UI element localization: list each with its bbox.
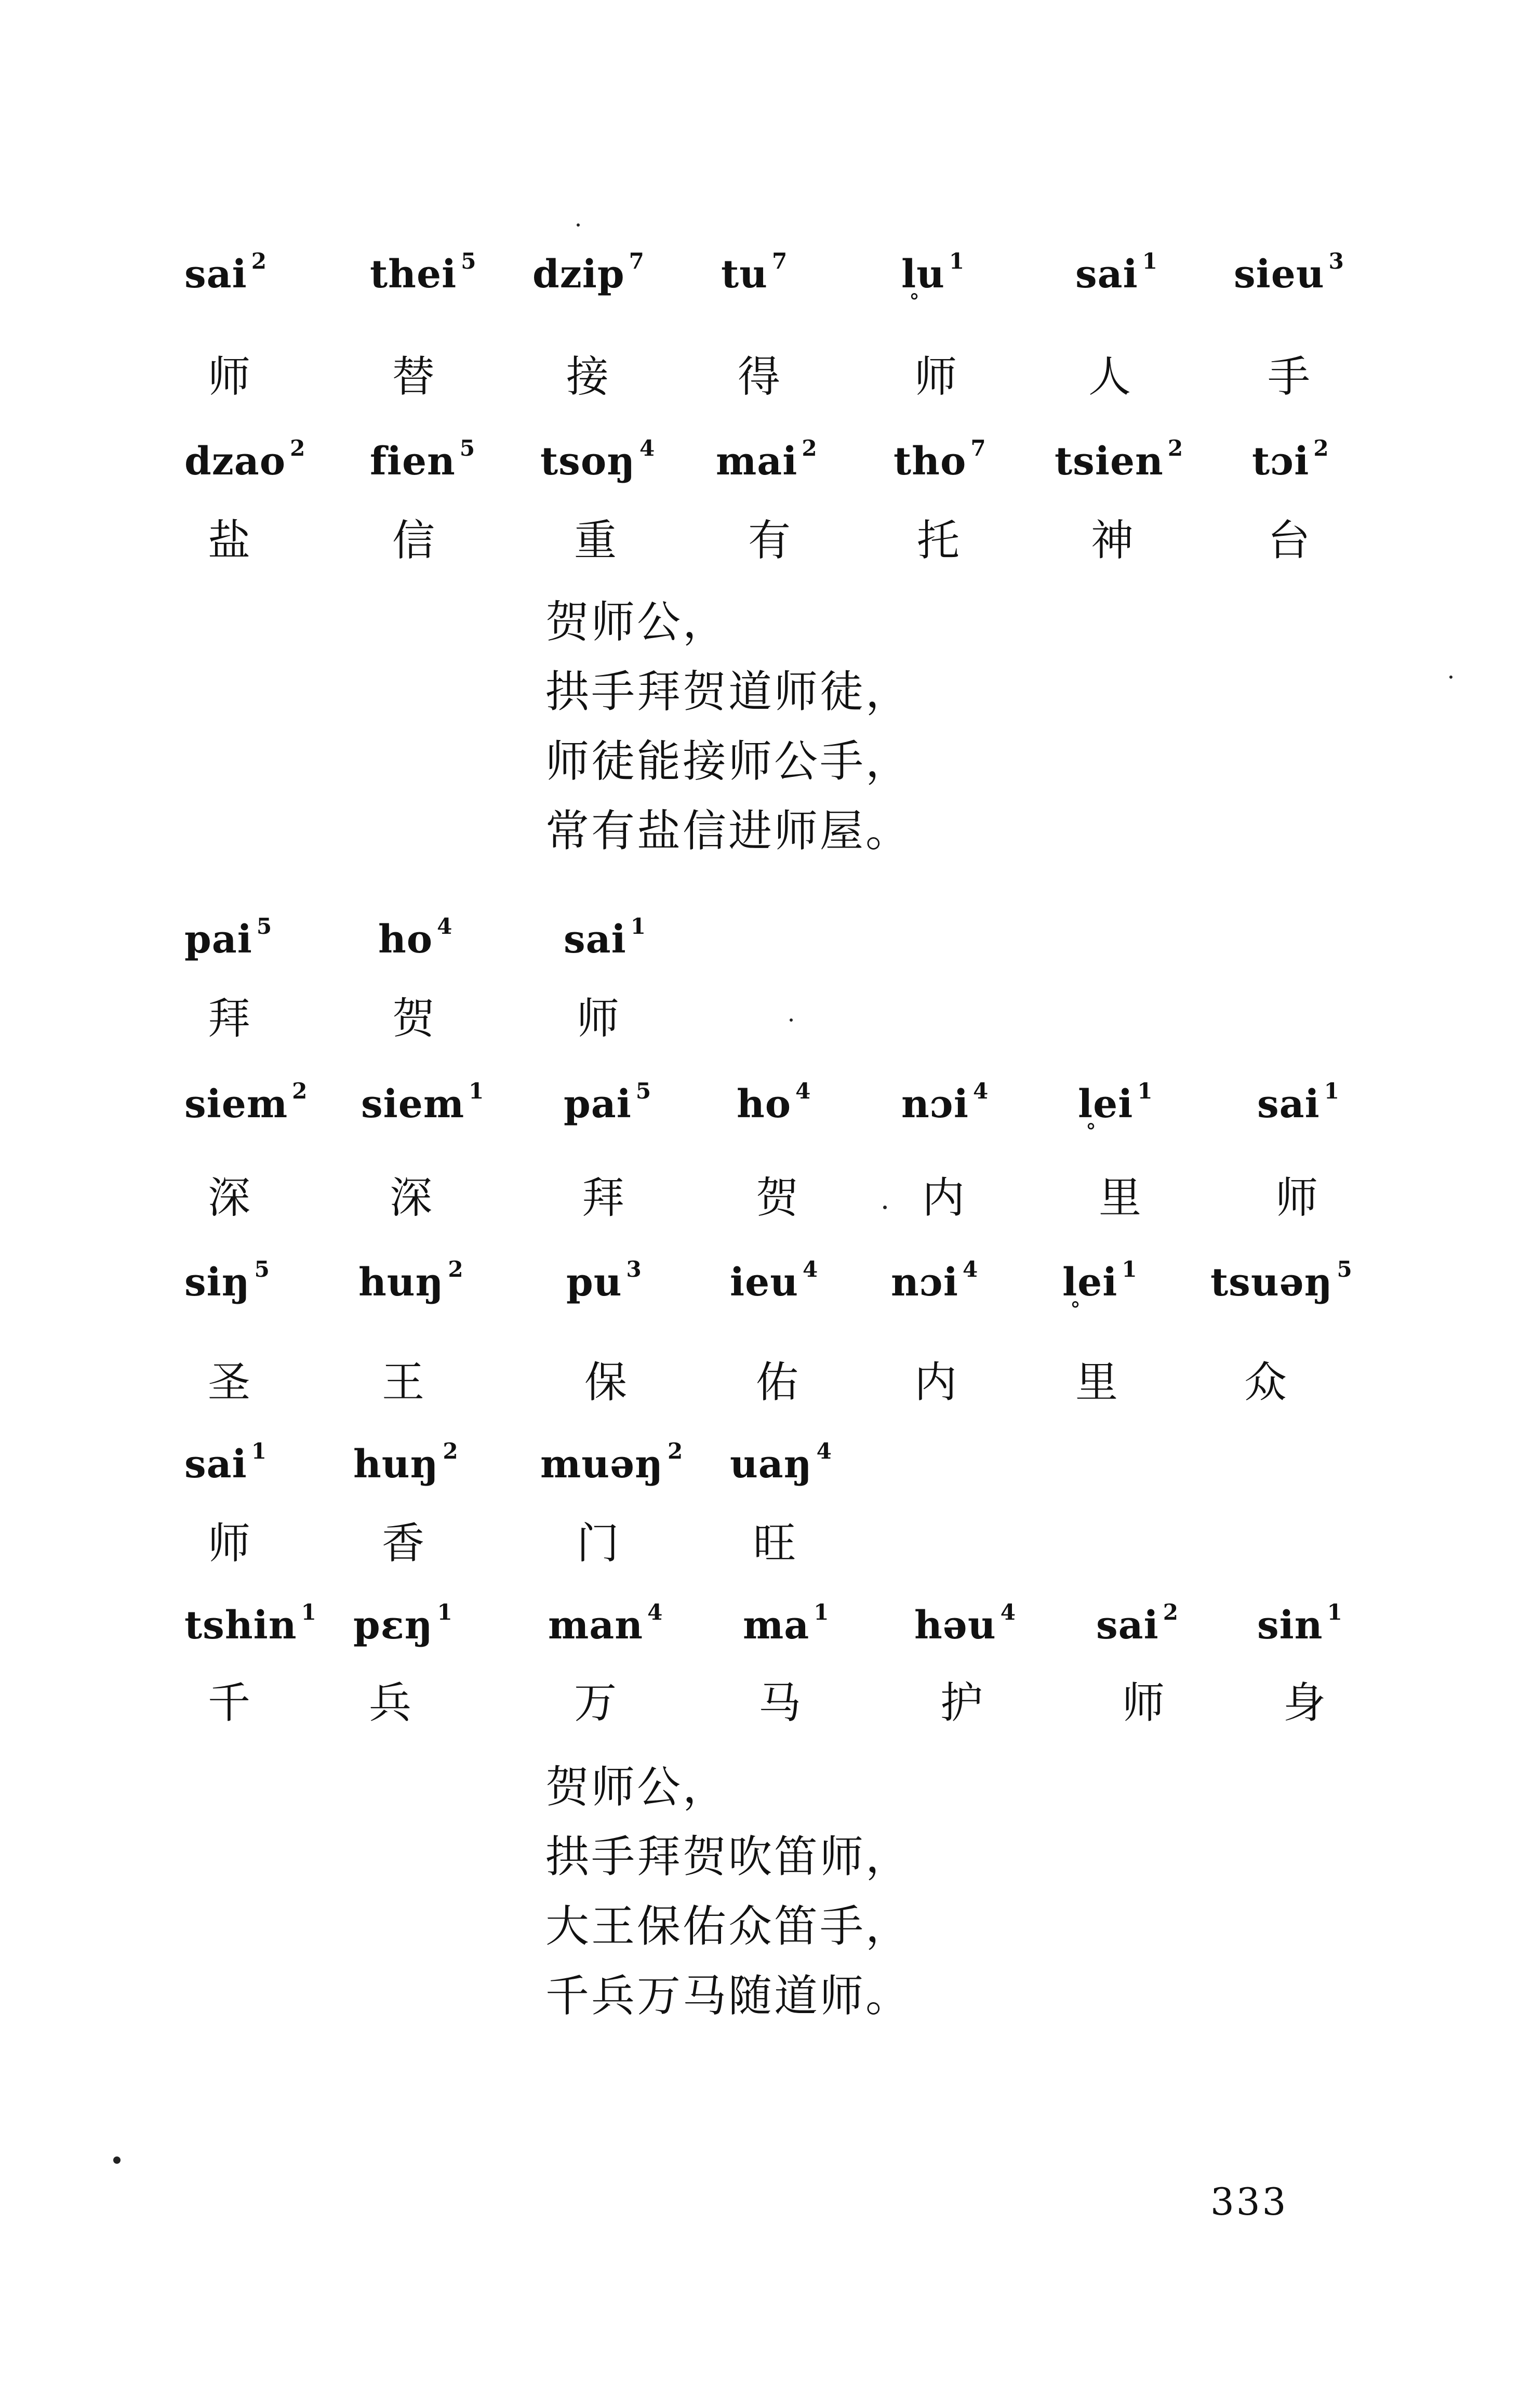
transliteration-row (0, 435, 1533, 493)
syllable: tho $^7$ (894, 435, 987, 484)
syllable: tu $^7$ (721, 248, 788, 297)
character: 里 (1075, 1358, 1118, 1407)
syllable: thei $^5$ (370, 248, 477, 297)
syllable: fien $^5$ (370, 435, 476, 484)
character-row (0, 1510, 1533, 1567)
character: 众 (1244, 1358, 1287, 1407)
character: 深 (390, 1173, 433, 1223)
character: 兵 (369, 1678, 412, 1728)
syllable: sieu $^3$ (1234, 248, 1344, 297)
syllable: tsuəŋ $^5$ (1210, 1256, 1353, 1305)
syllable: dzao $^2$ (184, 435, 306, 484)
character: 贺 (392, 994, 435, 1043)
scan-speck (113, 2156, 121, 2164)
character: 信 (392, 516, 435, 565)
verse-block (545, 587, 911, 866)
character: 师 (1122, 1678, 1165, 1728)
syllable: sai $^1$ (184, 1438, 267, 1487)
syllable: pɛŋ $^1$ (353, 1599, 453, 1648)
verse-line: 师徒能接师公手， (545, 736, 912, 787)
syllable: man $^4$ (548, 1599, 663, 1648)
character: 拜 (582, 1173, 625, 1223)
syllable: sai $^1$ (1257, 1078, 1340, 1127)
character: 师 (1275, 1173, 1318, 1223)
syllable: ho $^4$ (737, 1078, 811, 1127)
verse-line: 大王保佑众笛手， (545, 1901, 912, 1952)
verse-line: 拱手拜贺吹笛师， (545, 1831, 912, 1882)
character-row (0, 985, 1533, 1042)
syllable: sai $^2$ (1096, 1599, 1179, 1648)
syllable: pu $^3$ (566, 1256, 642, 1305)
verse-block (545, 1752, 911, 2031)
character: 人 (1088, 352, 1131, 402)
transliteration-row (0, 914, 1533, 971)
character-row (0, 1669, 1533, 1726)
character: 拜 (208, 994, 251, 1043)
character: 香 (382, 1519, 425, 1568)
syllable: mai $^2$ (716, 435, 818, 484)
syllable: ieu $^4$ (730, 1256, 819, 1305)
verse-line: 贺师公， (545, 597, 729, 647)
character-row (0, 343, 1533, 400)
page-number: 333 (1210, 2180, 1288, 2224)
syllable: pai $^5$ (564, 1078, 652, 1127)
character-row (0, 1348, 1533, 1406)
character: 贺 (756, 1173, 799, 1223)
syllable: sai $^1$ (564, 914, 646, 962)
syllable: nɔi $^4$ (891, 1256, 979, 1305)
character: 保 (584, 1358, 628, 1407)
dot-mark: ° (909, 290, 919, 314)
character: 门 (577, 1519, 620, 1568)
character: 旺 (753, 1519, 796, 1568)
syllable: muəŋ $^2$ (540, 1438, 684, 1487)
syllable: lei $^1$ (1078, 1078, 1153, 1127)
character: 神 (1091, 516, 1134, 565)
character: 圣 (208, 1358, 251, 1407)
syllable: tshin $^1$ (184, 1599, 317, 1648)
dot-mark: ° (1086, 1120, 1096, 1144)
transliteration-row (0, 1256, 1533, 1322)
character: 得 (738, 352, 781, 402)
syllable: pai $^5$ (184, 914, 273, 962)
syllable: nɔi $^4$ (901, 1078, 989, 1127)
verse-line: 拱手拜贺道师徒， (545, 666, 912, 717)
character: 替 (392, 352, 435, 402)
syllable: huŋ $^2$ (353, 1438, 459, 1487)
character: 手 (1268, 352, 1311, 402)
syllable: ho $^4$ (378, 914, 453, 962)
scan-speck (1449, 676, 1452, 679)
scan-speck (577, 223, 580, 227)
character: 重 (574, 516, 617, 565)
character: 师 (577, 994, 620, 1043)
character: 千 (208, 1678, 251, 1728)
character: 师 (208, 352, 251, 402)
character-row (0, 507, 1533, 564)
character: 师 (914, 352, 957, 402)
syllable: ma $^1$ (743, 1599, 830, 1648)
character-row (0, 1164, 1533, 1221)
character: 托 (917, 516, 960, 565)
syllable: lu $^1$ (901, 248, 965, 297)
character: 佑 (756, 1358, 799, 1407)
transliteration-row (0, 248, 1533, 314)
character: 台 (1268, 516, 1311, 565)
syllable: dzip $^7$ (532, 248, 645, 297)
character: 护 (940, 1678, 983, 1728)
character: 师 (208, 1519, 251, 1568)
syllable: siem $^2$ (184, 1078, 308, 1127)
verse-line: 常有盐信进师屋。 (545, 805, 912, 856)
syllable: siŋ $^5$ (184, 1256, 270, 1305)
character: 身 (1283, 1678, 1326, 1728)
dot-mark: ° (1070, 1298, 1081, 1322)
syllable: siem $^1$ (361, 1078, 485, 1127)
transliteration-row (0, 1438, 1533, 1496)
syllable: sai $^1$ (1075, 248, 1158, 297)
scan-speck (883, 1206, 887, 1209)
character: 内 (922, 1173, 965, 1223)
syllable: huŋ $^2$ (358, 1256, 464, 1305)
syllable: tɔi $^2$ (1252, 435, 1329, 484)
verse-line: 千兵万马随道师。 (545, 1970, 912, 2021)
syllable: uaŋ $^4$ (730, 1438, 832, 1487)
syllable: sai $^2$ (184, 248, 267, 297)
character: 里 (1099, 1173, 1142, 1223)
transliteration-row (0, 1599, 1533, 1657)
syllable: lei $^1$ (1062, 1256, 1138, 1305)
character: 王 (382, 1358, 425, 1407)
syllable: tsien $^2$ (1055, 435, 1184, 484)
syllable: həu $^4$ (914, 1599, 1016, 1648)
verse-line: 贺师公， (545, 1762, 729, 1812)
scan-speck (790, 1018, 793, 1022)
character: 有 (748, 516, 791, 565)
syllable: tsoŋ $^4$ (540, 435, 656, 484)
character: 深 (208, 1173, 251, 1223)
character: 马 (758, 1678, 802, 1728)
character: 内 (914, 1358, 957, 1407)
character: 接 (566, 352, 609, 402)
character: 盐 (208, 516, 251, 565)
character: 万 (574, 1678, 617, 1728)
syllable: sin $^1$ (1257, 1599, 1343, 1648)
transliteration-row (0, 1078, 1533, 1144)
